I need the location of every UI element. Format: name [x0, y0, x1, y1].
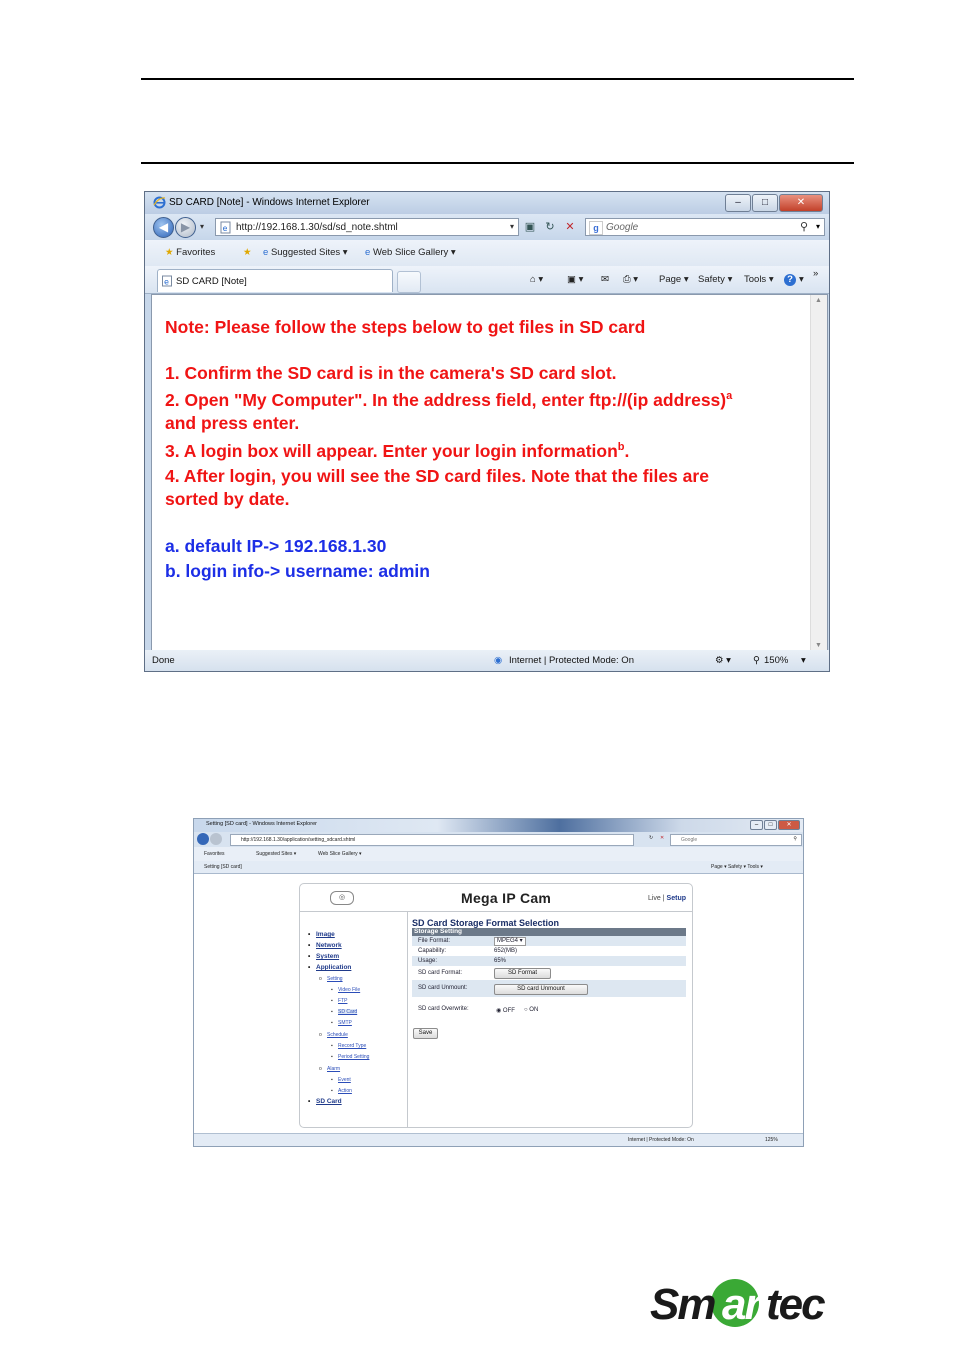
refresh-icon[interactable]: ↻: [545, 221, 555, 233]
ie-logo-icon: [153, 196, 166, 209]
security-zone: Internet | Protected Mode: On: [509, 655, 634, 666]
window-title: SD CARD [Note] - Windows Internet Explorer: [169, 197, 370, 208]
google-icon: g: [589, 221, 603, 235]
step-1: 1. Confirm the SD card is in the camera's SD card slot.: [165, 363, 617, 383]
tools-menu[interactable]: Tools ▾: [744, 274, 774, 285]
forward-button[interactable]: [210, 833, 222, 845]
title-bar: [194, 819, 803, 832]
favorites-bar: [194, 847, 803, 862]
search-input[interactable]: [585, 218, 825, 236]
file-format-select[interactable]: MPEG4 ▾: [494, 937, 526, 946]
maximize-button[interactable]: □: [752, 194, 778, 212]
sd-card-settings: [412, 912, 687, 1127]
page-icon: [219, 221, 232, 234]
feeds-icon[interactable]: ▣ ▾: [567, 274, 584, 285]
footnote-marker-a: a: [726, 390, 733, 402]
section-title: SD Card Storage Format Selection: [412, 918, 560, 928]
print-icon[interactable]: ⎙ ▾: [623, 274, 639, 285]
help-dropdown-icon[interactable]: ▾: [799, 274, 804, 285]
menu-sd-card-sub[interactable]: ▪ SD Card: [338, 1009, 357, 1015]
add-favorite-icon[interactable]: ★: [243, 247, 252, 258]
brand-title: Mega IP Cam: [461, 890, 552, 906]
panel-header: [300, 884, 692, 912]
search-placeholder: Google: [606, 222, 639, 233]
menu-event[interactable]: ▪ Event: [338, 1077, 351, 1083]
tab-label: SD CARD [Note]: [176, 276, 247, 287]
favorites-button[interactable]: ★ Favorites: [165, 247, 216, 258]
note-title: Note: Please follow the steps below to get files in SD card: [165, 317, 646, 337]
stop-icon[interactable]: ✕: [660, 835, 665, 841]
star-icon: ★: [165, 247, 174, 258]
menu-image[interactable]: • Image: [316, 931, 335, 938]
storage-setting-header: Storage Setting: [412, 928, 686, 936]
sd-overwrite-label: SD card Overwrite:: [418, 1006, 469, 1012]
stop-icon[interactable]: ✕: [565, 221, 575, 233]
address-dropdown-icon[interactable]: ▾: [509, 222, 514, 231]
tab-setting-sd-card[interactable]: Setting [SD card]: [204, 864, 242, 870]
vertical-scrollbar[interactable]: [810, 295, 827, 651]
suggested-sites-link[interactable]: Suggested Sites ▾: [256, 851, 297, 857]
favorites-bar: [145, 240, 829, 267]
sd-unmount-button[interactable]: SD card Unmount: [494, 984, 588, 995]
menu-system[interactable]: • System: [316, 953, 339, 960]
usage-row: [412, 956, 686, 966]
file-format-row: [412, 936, 686, 946]
suggested-sites-link[interactable]: e Suggested Sites ▾: [263, 247, 348, 258]
status-bar: [145, 650, 829, 671]
minimize-button[interactable]: –: [750, 820, 763, 830]
security-zone: Internet | Protected Mode: On: [628, 1137, 694, 1143]
sd-format-button[interactable]: SD Format: [494, 968, 551, 979]
web-slice-gallery-link[interactable]: Web Slice Gallery ▾: [318, 851, 362, 857]
zoom-dropdown-icon[interactable]: ▾: [801, 655, 806, 666]
capability-row: [412, 946, 686, 956]
page-menu[interactable]: Page ▾: [659, 274, 689, 285]
setup-link[interactable]: Setup: [666, 895, 686, 902]
svg-text:tec: tec: [766, 1280, 824, 1329]
close-button[interactable]: ✕: [778, 820, 800, 830]
toolbar-overflow-icon[interactable]: »: [813, 268, 819, 279]
globe-icon: ◉: [494, 655, 503, 666]
capability-label: Capability:: [418, 948, 447, 954]
overwrite-on-radio[interactable]: ○ ON: [524, 1007, 539, 1013]
menu-video-file[interactable]: ▪ Video File: [338, 987, 360, 993]
step-3: 3. A login box will appear. Enter your login information$^b$.: [165, 441, 630, 461]
capability-value: 652(MB): [494, 948, 518, 954]
maximize-button[interactable]: □: [764, 820, 777, 830]
new-tab-button[interactable]: [397, 271, 421, 293]
ie-window-sd-setting: [193, 818, 804, 1147]
command-menus[interactable]: Page ▾ Safety ▾ Tools ▾: [711, 864, 763, 870]
menu-application[interactable]: • Application: [316, 964, 351, 971]
zoom-icon[interactable]: ⚲: [753, 655, 760, 666]
sd-format-label: SD card Format:: [418, 970, 463, 976]
step-2-continued: and press enter.: [165, 413, 300, 433]
save-button[interactable]: Save: [413, 1028, 438, 1039]
minimize-button[interactable]: –: [725, 194, 751, 212]
mail-icon[interactable]: ✉: [601, 274, 609, 285]
search-placeholder: Google: [681, 837, 698, 843]
safety-menu[interactable]: Safety ▾: [698, 274, 733, 285]
web-slice-gallery-link[interactable]: e Web Slice Gallery ▾: [365, 247, 456, 258]
top-rule: [141, 78, 854, 80]
status-bar: [194, 1133, 803, 1146]
zoom-level[interactable]: 150%: [764, 655, 789, 666]
title-bar: [145, 192, 829, 214]
svg-text:ar: ar: [722, 1280, 760, 1329]
svg-text:Sm: Sm: [650, 1280, 715, 1329]
menu-alarm[interactable]: o Alarm: [327, 1066, 340, 1072]
url-text: http://192.168.1.30/application/setting_sdcard.shtml: [241, 837, 356, 843]
footnote-a: a. default IP-> 192.168.1.30: [165, 536, 387, 556]
svg-text:e: e: [222, 224, 228, 233]
menu-sd-card[interactable]: • SD Card: [316, 1098, 342, 1105]
sd-unmount-label: SD card Unmount:: [418, 985, 468, 991]
address-input[interactable]: [215, 218, 519, 236]
menu-record-type[interactable]: ▪ Record Type: [338, 1043, 366, 1049]
step-4-continued: sorted by date.: [165, 489, 290, 509]
menu-setting[interactable]: o Setting: [327, 976, 343, 982]
refresh-icon[interactable]: ↻: [649, 835, 654, 841]
usage-value: 65%: [494, 958, 507, 964]
protected-mode-icon[interactable]: ⚙ ▾: [715, 655, 731, 666]
footnote-b: b. login info-> username: admin: [165, 561, 430, 581]
menu-network[interactable]: • Network: [316, 942, 342, 949]
svg-text:e: e: [164, 277, 169, 287]
smartec-logo: [648, 1268, 826, 1330]
help-icon[interactable]: ?: [784, 274, 796, 286]
second-rule: [141, 162, 854, 164]
forward-button[interactable]: ▶: [175, 217, 196, 238]
close-button[interactable]: ✕: [779, 194, 823, 212]
back-button[interactable]: ◀: [153, 217, 174, 238]
url-text: http://192.168.1.30/sd/sd_note.shtml: [236, 222, 398, 233]
ie-window-sd-note: [144, 191, 830, 672]
favorites-button[interactable]: Favorites: [204, 851, 225, 857]
step-4: 4. After login, you will see the SD card files. Note that the files are: [165, 466, 709, 486]
menu-period-setting[interactable]: ▪ Period Setting: [338, 1054, 369, 1060]
address-bar-row: [145, 214, 829, 240]
live-link[interactable]: Live: [647, 895, 661, 902]
history-dropdown-icon[interactable]: ▾: [200, 222, 205, 231]
menu-schedule[interactable]: o Schedule: [327, 1032, 348, 1038]
ie-tab-icon: [161, 275, 173, 287]
ie-page-icon: e: [365, 247, 371, 258]
tab-sd-card-note[interactable]: [157, 269, 393, 292]
footnote-marker-b: b: [617, 441, 625, 453]
back-button[interactable]: [197, 833, 209, 845]
menu-ftp[interactable]: ▪ FTP: [338, 998, 347, 1004]
file-format-label: File Format:: [418, 938, 451, 944]
settings-menu: [300, 912, 408, 1127]
page-content: [151, 294, 828, 652]
address-bar-row: [194, 832, 803, 847]
zoom-level[interactable]: 125%: [765, 1137, 778, 1143]
command-bar: [145, 266, 829, 294]
menu-action[interactable]: ▪ Action: [338, 1088, 352, 1094]
compatibility-view-icon[interactable]: ▣: [524, 221, 536, 233]
camera-settings-panel: [299, 883, 693, 1128]
search-input[interactable]: [670, 834, 802, 846]
search-icon[interactable]: ⚲: [793, 836, 797, 842]
status-text: Done: [152, 655, 175, 666]
address-input[interactable]: [230, 834, 634, 846]
scroll-up-icon[interactable]: ▲: [815, 297, 822, 304]
usage-label: Usage:: [418, 958, 438, 964]
scroll-down-icon[interactable]: ▼: [815, 642, 822, 649]
overwrite-off-radio[interactable]: ◉ OFF: [496, 1008, 515, 1014]
ie-page-icon: e: [263, 247, 269, 258]
camera-logo-icon: ◎: [330, 891, 354, 905]
search-icon[interactable]: ⚲: [799, 221, 808, 233]
home-icon[interactable]: ⌂ ▾: [530, 274, 544, 285]
command-bar: [194, 861, 803, 874]
search-dropdown-icon[interactable]: ▾: [815, 222, 820, 231]
menu-smtp[interactable]: ▪ SMTP: [338, 1020, 352, 1026]
window-title: Setting [SD card] - Windows Internet Explorer: [206, 821, 317, 827]
header-links: Live | Setup: [647, 895, 686, 902]
sd-overwrite-row: [412, 1004, 686, 1014]
step-2: 2. Open "My Computer". In the address field, enter ftp://(ip address)$^a$: [165, 390, 733, 410]
